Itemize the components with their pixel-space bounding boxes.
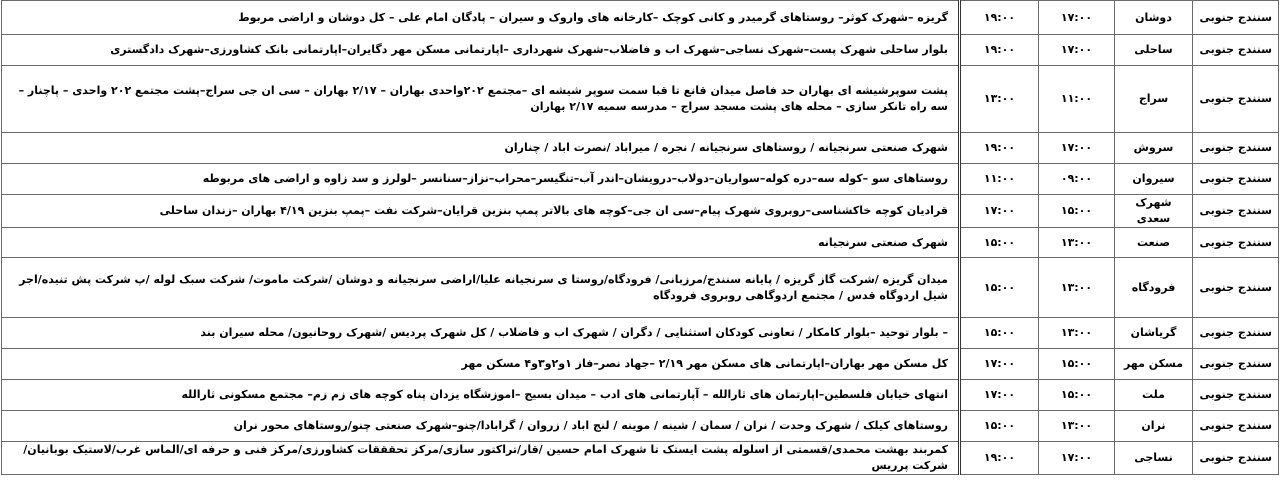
end-time-cell: ۱۵:۰۰ bbox=[960, 411, 1039, 442]
start-time-cell: ۱۵:۰۰ bbox=[1039, 349, 1115, 380]
end-time-cell: ۱۹:۰۰ bbox=[960, 1, 1039, 35]
table-row bbox=[2, 380, 1279, 411]
table-row bbox=[2, 442, 1279, 475]
end-time-cell: ۱۵:۰۰ bbox=[960, 318, 1039, 349]
area-cell: صنعت bbox=[1115, 228, 1193, 258]
area-cell: ملت bbox=[1115, 380, 1193, 411]
description-cell: قرادیان کوچه خاکشناسی–روبروی شهرک پیام–سی ان جی–کوچه های بالاتر پمپ بنزین قرایان–شرکت نفت –پمپ بنزین ۴/۱۹ بهاران –زندان ساحلی bbox=[2, 195, 960, 228]
table-row bbox=[2, 411, 1279, 442]
region-cell: سنندج جنوبی bbox=[1193, 258, 1279, 318]
region-cell: سنندج جنوبی bbox=[1193, 228, 1279, 258]
end-time-cell: ۱۵:۰۰ bbox=[960, 228, 1039, 258]
start-time-cell: ۱۷:۰۰ bbox=[1039, 1, 1115, 35]
start-time-cell: ۱۷:۰۰ bbox=[1039, 133, 1115, 164]
description-cell: کمربند بهشت محمدی/قسمتی از اسلوله پشت ایستک تا شهرک امام حسین /قار/تراکتور سازی/مرکز تحقققات کشاورزی/مرکز فنی و حرفه ای/الماس غرب/لاستیک بوبانیان/شرکت پرریس bbox=[2, 442, 960, 475]
end-time-cell: ۱۹:۰۰ bbox=[960, 35, 1039, 66]
end-time-cell: ۱۵:۰۰ bbox=[960, 258, 1039, 318]
end-time-cell: ۱۷:۰۰ bbox=[960, 195, 1039, 228]
area-cell: مسکن مهر bbox=[1115, 349, 1193, 380]
description-cell: شهرک صنعتی سرنجیانه bbox=[2, 228, 960, 258]
description-cell: میدان گریزه /شرکت گاز گریزه / پایانه سنندج/مرزبانی/ فرودگاه/روستا ی سرنجیانه علیا/اراضی سرنجیانه و دوشان /شرکت ماموت/ شرکت سبک لوله /پ شرکت پش تنیده/اجر شیل اردوگاه قدس / مجتمع اردوگاهی روبروی فرودگاه bbox=[2, 258, 960, 318]
table-row bbox=[2, 35, 1279, 66]
description-cell: روستاهای کیلک / شهرک وحدت / نران / سمان / شینه / موینه / لنج اباد / زروان / گرابادا/چنو–شهرک صنعتی چنو/روستاهای محور نران bbox=[2, 411, 960, 442]
end-time-cell: ۱۹:۰۰ bbox=[960, 133, 1039, 164]
description-cell: روستاهای سو –کوله سه–دره کوله–سواریان–دولاب–درویشان–اندر آب–تنگیسر–محراب–نزاز–سنانسر –لولرز و سد زاوه و اراضی های مربوطه bbox=[2, 164, 960, 195]
region-cell: سنندج جنوبی bbox=[1193, 411, 1279, 442]
start-time-cell: ۱۵:۰۰ bbox=[1039, 380, 1115, 411]
region-cell: سنندج جنوبی bbox=[1193, 35, 1279, 66]
description-cell: انتهای خیابان فلسطین–اپارتمان های ثارالله – آپارتمانی های ادب – میدان بسیج –اموزشگاه یزدان پناه کوچه های زم زم– مجتمع مسکونی ثارالله bbox=[2, 380, 960, 411]
region-cell: سنندج جنوبی bbox=[1193, 349, 1279, 380]
start-time-cell: ۱۱:۰۰ bbox=[1039, 66, 1115, 133]
area-cell: نساجی bbox=[1115, 442, 1193, 475]
end-time-cell: ۱۱:۰۰ bbox=[960, 164, 1039, 195]
description-cell: – بلوار توحید –بلوار کامکار / تعاونی کودکان استثنایی / دگران / شهرک اب و فاضلاب / کل شهرک پردیس /شهرک روحانیون/ محله سیران بند bbox=[2, 318, 960, 349]
region-cell: سنندج جنوبی bbox=[1193, 133, 1279, 164]
description-cell: شهرک صنعتی سرنجیانه / روستاهای سرنجیانه / نجره / میراباد /نصرت اباد / چناران bbox=[2, 133, 960, 164]
table-row bbox=[2, 133, 1279, 164]
area-cell: گریاشان bbox=[1115, 318, 1193, 349]
region-cell: سنندج جنوبی bbox=[1193, 164, 1279, 195]
region-cell: سنندج جنوبی bbox=[1193, 66, 1279, 133]
region-cell: سنندج جنوبی bbox=[1193, 318, 1279, 349]
table-row bbox=[2, 228, 1279, 258]
end-time-cell: ۱۷:۰۰ bbox=[960, 380, 1039, 411]
start-time-cell: ۱۷:۰۰ bbox=[1039, 442, 1115, 475]
description-cell: کل مسکن مهر بهاران–اپارتمانی های مسکن مهر ۲/۱۹ –جهاد نصر–فاز ۱و۲و۳و۴ مسکن مهر bbox=[2, 349, 960, 380]
table-row bbox=[2, 318, 1279, 349]
area-cell: فرودگاه bbox=[1115, 258, 1193, 318]
description-cell: بلوار ساحلی شهرک پست–شهرک نساجی–شهرک اب و فاضلاب–شهرک شهرداری –اپارتمانی مسکن مهر دگایران–اپارتمانی بانک کشاورزی–شهرک دادگستری bbox=[2, 35, 960, 66]
start-time-cell: ۱۳:۰۰ bbox=[1039, 318, 1115, 349]
region-cell: سنندج جنوبی bbox=[1193, 442, 1279, 475]
description-cell: پشت سوپرشیشه ای بهاران حد فاصل میدان قانع تا قبا سمت سوپر شیشه ای –مجتمع ۲۰۲واحدی بهاران – ۲/۱۷ بهاران – سی ان جی سراج–پشت مجتمع ۲۰۲ واحدی – پاچنار – سه راه تانکر سازی – محله های پشت مسجد سراج – مدرسه سمیه ۲/۱۷ بهاران bbox=[2, 66, 960, 133]
area-cell: سروش bbox=[1115, 133, 1193, 164]
description-cell: گریزه –شهرک کوثر– روستاهای گرمیدر و کانی کوچک –کارخانه های واروک و سیران – پادگان امام علی – کل دوشان و اراضی مربوط bbox=[2, 1, 960, 35]
area-cell: نران bbox=[1115, 411, 1193, 442]
start-time-cell: ۱۳:۰۰ bbox=[1039, 228, 1115, 258]
start-time-cell: ۱۷:۰۰ bbox=[1039, 35, 1115, 66]
table-row bbox=[2, 1, 1279, 35]
table-row bbox=[2, 164, 1279, 195]
region-cell: سنندج جنوبی bbox=[1193, 195, 1279, 228]
start-time-cell: ۱۳:۰۰ bbox=[1039, 258, 1115, 318]
end-time-cell: ۱۳:۰۰ bbox=[960, 66, 1039, 133]
region-cell: سنندج جنوبی bbox=[1193, 380, 1279, 411]
table-row bbox=[2, 66, 1279, 133]
area-cell: دوشان bbox=[1115, 1, 1193, 35]
table-row bbox=[2, 349, 1279, 380]
start-time-cell: ۱۳:۰۰ bbox=[1039, 411, 1115, 442]
end-time-cell: ۱۹:۰۰ bbox=[960, 442, 1039, 475]
outage-schedule-table bbox=[1, 0, 1279, 475]
area-cell: شهرک سعدی bbox=[1115, 195, 1193, 228]
area-cell: سیروان bbox=[1115, 164, 1193, 195]
table-row bbox=[2, 258, 1279, 318]
end-time-cell: ۱۷:۰۰ bbox=[960, 349, 1039, 380]
start-time-cell: ۰۹:۰۰ bbox=[1039, 164, 1115, 195]
region-cell: سنندج جنوبی bbox=[1193, 1, 1279, 35]
area-cell: ساحلی bbox=[1115, 35, 1193, 66]
table-row bbox=[2, 195, 1279, 228]
start-time-cell: ۱۵:۰۰ bbox=[1039, 195, 1115, 228]
area-cell: سراج bbox=[1115, 66, 1193, 133]
